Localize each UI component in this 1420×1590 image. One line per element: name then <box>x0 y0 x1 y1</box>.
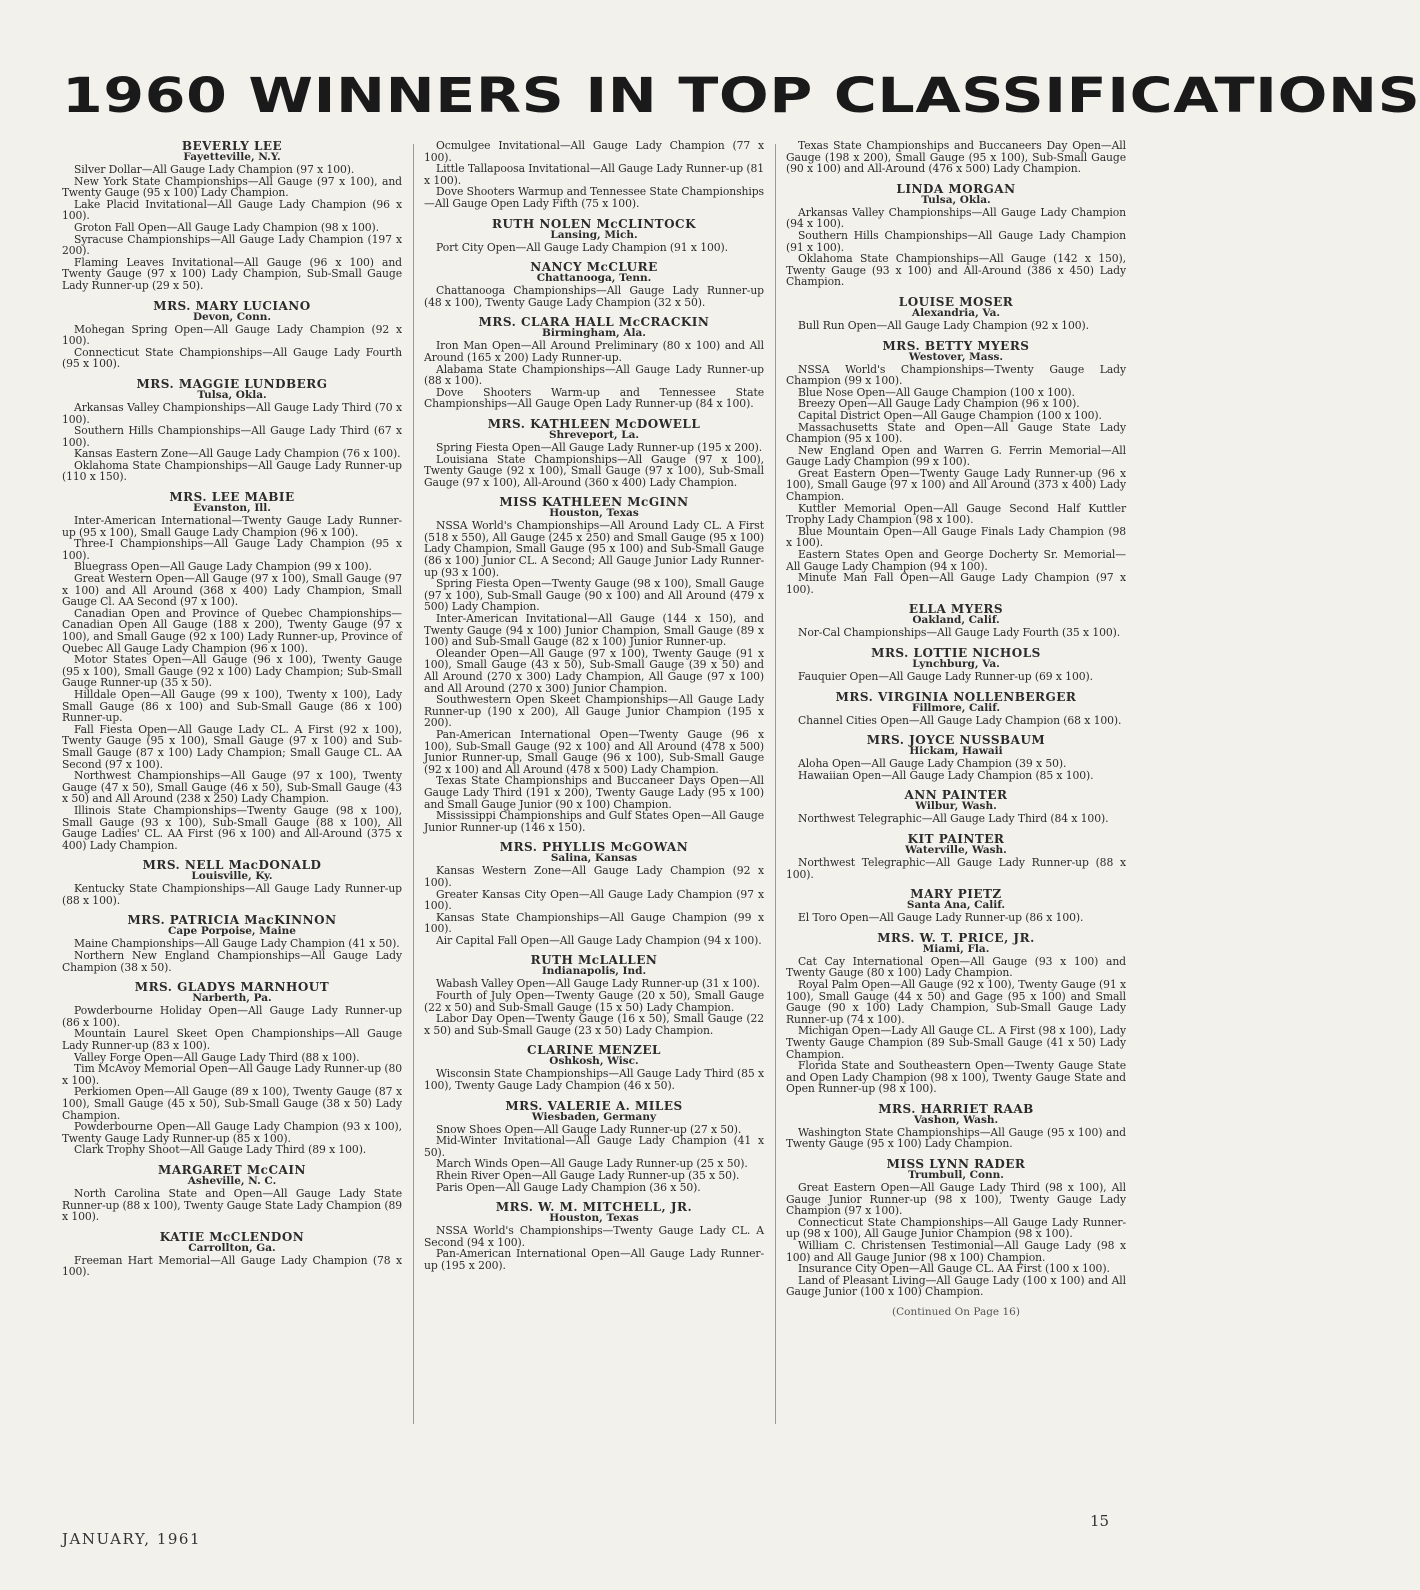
winner-entry <box>62 981 402 1156</box>
result-line: Powderbourne Open—All Gauge Lady Champion (93 x 100), Twenty Gauge Lady Runner-up (85 x 100). <box>62 1120 402 1145</box>
result-line: Ocmulgee Invitational—All Gauge Lady Champion (77 x 100). <box>424 139 764 164</box>
result-line: Flaming Leaves Invitational—All Gauge (96 x 100) and Twenty Gauge (97 x 100) Lady Champion, Sub-Small Gauge Lady Runner-up (29 x 50). <box>62 255 402 292</box>
winner-entry <box>62 914 402 973</box>
result-line: Wabash Valley Open—All Gauge Lady Runner-up (31 x 100). <box>436 977 760 991</box>
result-line: Lake Placid Invitational—All Gauge Lady Champion (96 x 100). <box>62 197 402 223</box>
winner-entry <box>786 140 1126 175</box>
winner-hometown: Lynchburg, Va. <box>912 658 1000 670</box>
result-line: Syracuse Championships—All Gauge Lady Champion (197 x 200). <box>62 232 402 258</box>
winner-hometown: Carrollton, Ga. <box>188 1241 276 1254</box>
result-line: Texas State Championships and Buccaneers Day Open—All Gauge (198 x 200), Small Gauge (95 x 100), Sub-Small Gauge (90 x 100) and All-Around (476 x 500) Lady Champion. <box>786 139 1126 176</box>
result-line: Inter-American Invitational—All Gauge (144 x 150), and Twenty Gauge (94 x 100) Junior Champion, Small Gauge (89 x 100) and Sub-Small Gauge (82 x 100) Junior Runner-up. <box>424 612 764 649</box>
result-line: Perkiomen Open—All Gauge (89 x 100), Twenty Gauge (87 x 100), Small Gauge (45 x 50), Sub-Small Gauge (38 x 50) Lady Champion. <box>62 1085 402 1122</box>
result-line: Blue Mountain Open—All Gauge Finals Lady Champion (98 x 100). <box>786 524 1126 550</box>
result-line: Hilldale Open—All Gauge (99 x 100), Twenty x 100), Lady Small Gauge (86 x 100) and Sub-Small Gauge (86 x 100) Runner-up. <box>62 687 402 725</box>
result-line: Mississippi Championships and Gulf States Open—All Gauge Junior Runner-up (146 x 150). <box>424 809 764 834</box>
winner-hometown: Lansing, Mich. <box>550 228 638 241</box>
winner-hometown: Houston, Texas <box>549 1212 639 1225</box>
result-line: El Toro Open—All Gauge Lady Runner-up (86 x 100). <box>798 911 1084 925</box>
winner-entry <box>62 140 402 292</box>
result-line: Southern Hills Championships—All Gauge Lady Champion (91 x 100). <box>786 228 1126 254</box>
result-line: Arkansas Valley Championships—All Gauge Lady Champion (94 x 100). <box>786 205 1126 231</box>
result-line: Northwest Telegraphic—All Gauge Lady Third (84 x 100). <box>798 812 1109 826</box>
winner-hometown: Hickam, Hawaii <box>909 745 1003 758</box>
result-line: Breezy Open—All Gauge Lady Champion (96 x 100). <box>798 397 1080 411</box>
winner-entry <box>424 140 764 210</box>
result-line: Valley Forge Open—All Gauge Lady Third (88 x 100). <box>74 1050 360 1064</box>
winner-hometown: Fayetteville, N.Y. <box>183 151 281 163</box>
result-line: Pan-American International Open—Twenty Gauge (96 x 100), Sub-Small Gauge (92 x 100) and All Around (478 x 500) Junior Runner-up, Small Gauge (96 x 100), Sub-Small Gauge (92 x 100) and All Around (478 x 500) Lady Champion. <box>424 727 764 776</box>
result-line: Three-I Championships—All Gauge Lady Champion (95 x 100). <box>62 537 402 562</box>
result-line: Inter-American International—Twenty Gauge Lady Runner-up (95 x 100), Small Gauge Lady Champion (96 x 100). <box>62 514 402 539</box>
winner-name: MRS. VIRGINIA NOLLENBERGER <box>835 689 1077 704</box>
winner-name: ELLA MYERS <box>908 602 1004 617</box>
result-line: Northern New England Championships—All Gauge Lady Champion (38 x 50). <box>62 949 402 974</box>
winner-name: RUTH McLALLEN <box>530 953 658 968</box>
winner-hometown: Louisville, Ky. <box>191 870 273 883</box>
winner-entry <box>424 316 764 410</box>
result-line: Connecticut State Championships—All Gauge Lady Fourth (95 x 100). <box>62 345 402 371</box>
result-line: Labor Day Open—Twenty Gauge (16 x 50), Small Gauge (22 x 50) and Sub-Small Gauge (23 x 50) Lady Champion. <box>424 1012 764 1037</box>
result-line: Air Capital Fall Open—All Gauge Lady Champion (94 x 100). <box>436 933 762 947</box>
column-divider <box>413 144 414 1424</box>
winner-entry <box>62 378 402 483</box>
result-line: Alabama State Championships—All Gauge Lady Runner-up (88 x 100). <box>424 362 764 388</box>
result-line: Mohegan Spring Open—All Gauge Lady Champion (92 x 100). <box>62 322 402 348</box>
result-line: Mid-Winter Invitational—All Gauge Lady Champion (41 x 50). <box>424 1134 764 1159</box>
winner-hometown: Cape Porpoise, Maine <box>168 925 296 938</box>
winner-name: RUTH NOLEN McCLINTOCK <box>491 216 697 231</box>
result-line: North Carolina State and Open—All Gauge Lady State Runner-up (88 x 100), Twenty Gauge State Lady Champion (89 x 100). <box>62 1186 402 1224</box>
result-line: Iron Man Open—All Around Preliminary (80 x 100) and All Around (165 x 200) Lady Runner-up. <box>424 339 764 364</box>
result-line: Northwest Telegraphic—All Gauge Lady Runner-up (88 x 100). <box>786 855 1126 881</box>
winner-hometown: Wilbur, Wash. <box>915 800 997 813</box>
winner-entry <box>424 418 764 488</box>
result-line: Eastern States Open and George Docherty Sr. Memorial—All Gauge Lady Champion (94 x 100). <box>786 548 1126 573</box>
winner-entry <box>424 218 764 254</box>
winner-entry <box>62 1231 402 1278</box>
result-line: New York State Championships—All Gauge (97 x 100), and Twenty Gauge (95 x 100) Lady Champion. <box>62 174 402 200</box>
winner-name: MRS. JOYCE NUSSBAUM <box>866 733 1046 748</box>
result-line: Louisiana State Championships—All Gauge (97 x 100), Twenty Gauge (92 x 100), Small Gauge (97 x 100), Sub-Small Gauge (97 x 100), All-Around (360 x 400) Lady Champion. <box>424 452 764 489</box>
result-line: Florida State and Southeastern Open—Twenty Gauge State and Open Lady Champion (98 x 100), Twenty Gauge State and Open Runner-up (98 x 100). <box>786 1059 1126 1096</box>
result-line: Paris Open—All Gauge Lady Champion (36 x 50). <box>436 1180 701 1194</box>
winner-name: LOUISE MOSER <box>898 294 1014 309</box>
result-line: Minute Man Fall Open—All Gauge Lady Champion (97 x 100). <box>786 571 1126 596</box>
result-line: Great Western Open—All Gauge (97 x 100), Small Gauge (97 x 100) and All Around (368 x 400) Lady Champion, Small Gauge Cl. AA Second (97 x 100). <box>62 572 402 609</box>
result-line: Texas State Championships and Buccaneer Days Open—All Gauge Lady Third (191 x 200), Twenty Gauge Lady (95 x 100) and Small Gauge Junior (90 x 100) Champion. <box>424 774 764 811</box>
winner-name: KATIE McCLENDON <box>159 1229 305 1244</box>
result-line: Bull Run Open—All Gauge Lady Champion (92 x 100). <box>798 318 1089 332</box>
result-line: Kentucky State Championships—All Gauge Lady Runner-up (88 x 100). <box>62 882 402 907</box>
result-line: NSSA World's Championships—Twenty Gauge Lady CL. A Second (94 x 100). <box>424 1224 764 1249</box>
result-line: Groton Fall Open—All Gauge Lady Champion (98 x 100). <box>74 220 379 234</box>
winner-entry <box>786 789 1126 825</box>
winner-name: MRS. W. M. MITCHELL, JR. <box>495 1200 693 1215</box>
result-line: Port City Open—All Gauge Lady Champion (91 x 100). <box>436 240 728 254</box>
result-line: Royal Palm Open—All Gauge (92 x 100), Twenty Gauge (91 x 100), Small Gauge (44 x 50) and Gage (95 x 100) and Small Gauge (90 x 100) Lady Champion, Sub-Small Gauge Lady Runner-up (74 x 100). <box>786 977 1126 1026</box>
result-line: Freeman Hart Memorial—All Gauge Lady Champion (78 x 100). <box>62 1253 402 1279</box>
result-line: Kuttler Memorial Open—All Gauge Second Half Kuttler Trophy Lady Champion (98 x 100). <box>786 501 1126 527</box>
result-line: Washington State Championships—All Gauge (95 x 100) and Twenty Gauge (95 x 100) Lady Champion. <box>786 1125 1126 1151</box>
winner-entry <box>786 833 1126 880</box>
result-line: Great Eastern Open—All Gauge Lady Third (98 x 100), All Gauge Junior Runner-up (98 x 100), Twenty Gauge Lady Champion (97 x 100). <box>786 1181 1126 1218</box>
winner-name: MRS. KATHLEEN McDOWELL <box>487 416 701 431</box>
winner-hometown: Wiesbaden, Germany <box>531 1110 657 1123</box>
result-line: Bluegrass Open—All Gauge Lady Champion (99 x 100). <box>74 560 372 574</box>
result-line: NSSA World's Championships—Twenty Gauge Lady Champion (99 x 100). <box>786 362 1126 388</box>
winner-entry <box>786 340 1126 596</box>
winner-hometown: Houston, Texas <box>549 507 639 520</box>
winner-name: MRS. GLADYS MARNHOUT <box>134 980 330 995</box>
result-line: Dove Shooters Warm-up and Tennessee State Championships—All Gauge Open Lady Runner-up (84 x 100). <box>424 385 764 411</box>
result-line: Michigan Open—Lady All Gauge CL. A First (98 x 100), Lady Twenty Gauge Champion (89 Sub-Small Gauge (41 x 50) Lady Champion. <box>786 1024 1126 1061</box>
result-line: Spring Fiesta Open—Twenty Gauge (98 x 100), Small Gauge (97 x 100), Sub-Small Gauge (90 x 100) and All Around (479 x 500) Lady Champion. <box>424 577 764 614</box>
result-line: Oklahoma State Championships—All Gauge (142 x 150), Twenty Gauge (93 x 100) and All-Around (386 x 450) Lady Champion. <box>786 252 1126 289</box>
result-line: Capital District Open—All Gauge Champion (100 x 100). <box>798 408 1102 422</box>
winner-name: LINDA MORGAN <box>896 181 1016 196</box>
winner-hometown: Alexandria, Va. <box>911 306 1001 319</box>
winner-name: MRS. MARY LUCIANO <box>153 298 311 313</box>
result-line: Kansas Western Zone—All Gauge Lady Champion (92 x 100). <box>424 864 764 889</box>
winner-hometown: Shreveport, La. <box>548 428 640 441</box>
result-line: Aloha Open—All Gauge Lady Champion (39 x 50). <box>798 757 1067 771</box>
result-line: Mountain Laurel Skeet Open Championships—All Gauge Lady Runner-up (83 x 100). <box>62 1027 402 1053</box>
winner-entry <box>786 603 1126 639</box>
winner-name: MRS. VALERIE A. MILES <box>505 1098 683 1113</box>
result-line: Motor States Open—All Gauge (96 x 100), Twenty Gauge (95 x 100), Small Gauge (92 x 100) Lady Champion; Sub-Small Gauge Runner-up (35 x 50). <box>62 653 402 690</box>
winner-hometown: Evanston, Ill. <box>193 502 271 515</box>
winner-name: MARGARET McCAIN <box>158 1162 306 1177</box>
continued-note: (Continued On Page 16) <box>892 1306 1020 1318</box>
column-3 <box>786 140 1126 1440</box>
winner-name: BEVERLY LEE <box>181 139 283 153</box>
result-line: Insurance City Open—All Gauge CL. AA First (100 x 100). <box>798 1262 1110 1276</box>
winner-name: MARY PIETZ <box>910 887 1002 902</box>
winner-hometown: Chattanooga, Tenn. <box>536 272 652 285</box>
result-line: Powderbourne Holiday Open—All Gauge Lady Runner-up (86 x 100). <box>62 1004 402 1029</box>
result-line: Snow Shoes Open—All Gauge Lady Runner-up (27 x 50). <box>436 1122 742 1136</box>
winner-hometown: Tulsa, Okla. <box>921 193 991 206</box>
result-line: Rhein River Open—All Gauge Lady Runner-up (35 x 50). <box>436 1169 740 1182</box>
winner-name: CLARINE MENZEL <box>527 1043 661 1058</box>
winner-name: MRS. HARRIET RAAB <box>878 1101 1034 1116</box>
page-title: 1960 WINNERS IN TOP CLASSIFICATIONS <box>62 68 1420 124</box>
winner-hometown: Oakland, Calif. <box>912 614 1000 627</box>
winner-entry <box>786 734 1126 781</box>
winner-name: MRS. PHYLLIS McGOWAN <box>499 840 689 855</box>
result-line: Tim McAvoy Memorial Open—All Gauge Lady Runner-up (80 x 100). <box>62 1062 403 1087</box>
winner-hometown: Fillmore, Calif. <box>912 701 1000 714</box>
winner-hometown: Narberth, Pa. <box>192 992 272 1005</box>
result-line: Cat Cay International Open—All Gauge (93 x 100) and Twenty Gauge (80 x 100) Lady Champion. <box>786 954 1126 980</box>
winner-hometown: Devon, Conn. <box>192 310 272 323</box>
winner-entry <box>424 1201 764 1271</box>
result-line: Illinois State Championships—Twenty Gauge (98 x 100), Small Gauge (93 x 100), Sub-Small Gauge (88 x 100), All Gauge Ladies' CL. AA First (96 x 100) and All-Around (375 x 400) Lady Champion. <box>62 803 402 852</box>
winner-name: MRS. CLARA HALL McCRACKIN <box>478 315 710 330</box>
column-divider <box>775 144 776 1424</box>
result-line: Great Eastern Open—Twenty Gauge Lady Runner-up (96 x 100), Small Gauge (97 x 100) and All Around (373 x 400) Lady Champion. <box>786 466 1126 504</box>
column-1 <box>62 140 402 1440</box>
result-line: Oklahoma State Championships—All Gauge Lady Runner-up (110 x 150). <box>62 458 402 484</box>
result-line: Silver Dollar—All Gauge Lady Champion (97 x 100). <box>74 163 355 176</box>
winner-entry <box>62 1164 402 1223</box>
winner-hometown: Salina, Kansas <box>550 852 638 865</box>
winner-hometown: Waterville, Wash. <box>905 843 1007 856</box>
result-line: Hawaiian Open—All Gauge Lady Champion (85 x 100). <box>798 768 1094 782</box>
winner-hometown: Westover, Mass. <box>908 350 1004 363</box>
result-line: Clark Trophy Shoot—All Gauge Lady Third (89 x 100). <box>74 1143 367 1157</box>
result-line: Fourth of July Open—Twenty Gauge (20 x 50), Small Gauge (22 x 50) and Sub-Small Gauge (15 x 50) Lady Champion. <box>424 989 764 1014</box>
winner-entry <box>424 261 764 308</box>
result-line: Northwest Championships—All Gauge (97 x 100), Twenty Gauge (47 x 50), Small Gauge (46 x 50), Sub-Small Gauge (43 x 50) and All Around (238 x 250) Lady Champion. <box>62 769 402 806</box>
result-line: Greater Kansas City Open—All Gauge Lady Champion (97 x 100). <box>424 887 764 913</box>
result-line: Oleander Open—All Gauge (97 x 100), Twenty Gauge (91 x 100), Small Gauge (43 x 50), Sub-Small Gauge (39 x 50) and All Around (270 x 300) Lady Champion, All Gauge (97 x 100) and All Around (270 x 300) Junior Champion. <box>424 646 764 695</box>
result-line: Channel Cities Open—All Gauge Lady Champion (68 x 100). <box>798 713 1122 727</box>
winner-name: MISS KATHLEEN McGINN <box>499 495 689 510</box>
winner-entry <box>424 1044 764 1091</box>
winner-name: MRS. MAGGIE LUNDBERG <box>136 376 328 391</box>
winner-entry <box>62 859 402 906</box>
result-line: Land of Pleasant Living—All Gauge Lady (100 x 100) and All Gauge Junior (100 x 100) Champion. <box>786 1273 1126 1299</box>
winner-hometown: Asheville, N. C. <box>187 1174 277 1187</box>
page-number: 15 <box>1090 1512 1110 1530</box>
result-line: New England Open and Warren G. Ferrin Memorial—All Gauge Lady Champion (99 x 100). <box>786 443 1126 469</box>
winner-name: MRS. PATRICIA MacKINNON <box>127 913 337 928</box>
result-line: Chattanooga Championships—All Gauge Lady Runner-up (48 x 100), Twenty Gauge Lady Champion (32 x 50). <box>424 284 764 309</box>
article-body <box>62 140 1144 1440</box>
winner-entry <box>786 296 1126 332</box>
winner-entry <box>424 1100 764 1194</box>
winner-hometown: Birmingham, Ala. <box>542 327 646 340</box>
result-line: Connecticut State Championships—All Gauge Lady Runner-up (98 x 100), All Gauge Junior Champion (98 x 100). <box>786 1215 1126 1241</box>
result-line: Spring Fiesta Open—All Gauge Lady Runner-up (195 x 200). <box>436 440 763 454</box>
result-line: Kansas Eastern Zone—All Gauge Lady Champion (76 x 100). <box>74 447 401 461</box>
result-line: William C. Christensen Testimonial—All Gauge Lady (98 x 100) and All Gauge Junior (98 x 100) Champion. <box>786 1239 1126 1264</box>
winner-name: ANN PAINTER <box>904 788 1008 803</box>
winner-entry <box>786 691 1126 727</box>
result-line: Nor-Cal Championships—All Gauge Lady Fourth (35 x 100). <box>798 626 1121 640</box>
winner-hometown: Vashon, Wash. <box>913 1113 999 1126</box>
result-line: Southern Hills Championships—All Gauge Lady Third (67 x 100). <box>62 424 402 449</box>
winner-name: MRS. LOTTIE NICHOLS <box>871 646 1041 660</box>
result-line: Little Tallapoosa Invitational—All Gauge Lady Runner-up (81 x 100). <box>424 162 764 187</box>
result-line: Maine Championships—All Gauge Lady Champion (41 x 50). <box>74 937 400 951</box>
result-line: Wisconsin State Championships—All Gauge Lady Third (85 x 100), Twenty Gauge Lady Champion (46 x 50). <box>424 1067 764 1093</box>
winner-entry <box>786 647 1126 683</box>
winner-name: MRS. BETTY MYERS <box>882 338 1030 353</box>
winner-entry <box>424 841 764 946</box>
result-line: Arkansas Valley Championships—All Gauge Lady Third (70 x 100). <box>62 400 402 426</box>
winner-entry <box>786 932 1126 1095</box>
winner-name: MRS. NELL MacDONALD <box>142 858 322 873</box>
winner-hometown: Tulsa, Okla. <box>197 388 267 401</box>
winner-name: MRS. W. T. PRICE, JR. <box>877 930 1035 945</box>
winner-name: MISS LYNN RADER <box>886 1157 1026 1172</box>
result-line: Dove Shooters Warmup and Tennessee State Championships—All Gauge Open Lady Fifth (75 x 100). <box>424 185 764 210</box>
result-line: Southwestern Open Skeet Championships—All Gauge Lady Runner-up (190 x 200), All Gauge Junior Champion (195 x 200). <box>424 693 764 730</box>
column-2 <box>424 140 764 1440</box>
winner-entry <box>786 888 1126 924</box>
result-line: March Winds Open—All Gauge Lady Runner-up (25 x 50). <box>436 1157 748 1171</box>
winner-entry <box>424 954 764 1036</box>
winner-name: NANCY McCLURE <box>530 260 658 275</box>
result-line: Kansas State Championships—All Gauge Champion (99 x 100). <box>424 910 764 936</box>
winner-hometown: Trumbull, Conn. <box>908 1169 1004 1182</box>
winner-hometown: Miami, Fla. <box>922 942 990 955</box>
result-line: Fall Fiesta Open—All Gauge Lady CL. A First (92 x 100), Twenty Gauge (95 x 100), Small Gauge (97 x 100) and Sub-Small Gauge (87 x 100) Lady Champion; Small Gauge CL. AA Second (97 x 100). <box>62 722 402 771</box>
winner-hometown: Santa Ana, Calif. <box>906 899 1006 912</box>
winner-entry <box>62 491 402 851</box>
result-line: NSSA World's Championships—All Around Lady CL. A First (518 x 550), All Gauge (245 x 250) and Small Gauge (95 x 100) Lady Champion, Small Gauge (95 x 100) and Sub-Small Gauge (86 x 100) Junior CL. A Second; All Gauge Junior Lady Runner-up (93 x 100). <box>424 519 764 579</box>
winner-hometown: Oshkosh, Wisc. <box>549 1055 639 1068</box>
winner-entry <box>786 183 1126 288</box>
result-line: Canadian Open and Province of Quebec Championships—Canadian Open All Gauge (188 x 200), Twenty Gauge (97 x 100), and Small Gauge (92 x 100) Lady Runner-up, Province of Quebec All Gauge Lady Champion (96 x 100). <box>62 606 402 655</box>
winner-entry <box>786 1103 1126 1150</box>
winner-entry <box>786 1158 1126 1298</box>
issue-date: JANUARY, 1961 <box>62 1530 201 1548</box>
result-line: Massachusetts State and Open—All Gauge State Lady Champion (95 x 100). <box>786 420 1126 446</box>
result-line: Blue Nose Open—All Gauge Champion (100 x 100). <box>798 385 1075 399</box>
result-line: Fauquier Open—All Gauge Lady Runner-up (69 x 100). <box>798 670 1093 683</box>
winner-entry <box>62 300 402 370</box>
result-line: Pan-American International Open—All Gauge Lady Runner-up (195 x 200). <box>424 1247 764 1272</box>
winner-name: KIT PAINTER <box>907 831 1005 846</box>
winner-name: MRS. LEE MABIE <box>169 490 295 505</box>
winner-entry <box>424 496 764 833</box>
winner-hometown: Indianapolis, Ind. <box>541 965 647 978</box>
